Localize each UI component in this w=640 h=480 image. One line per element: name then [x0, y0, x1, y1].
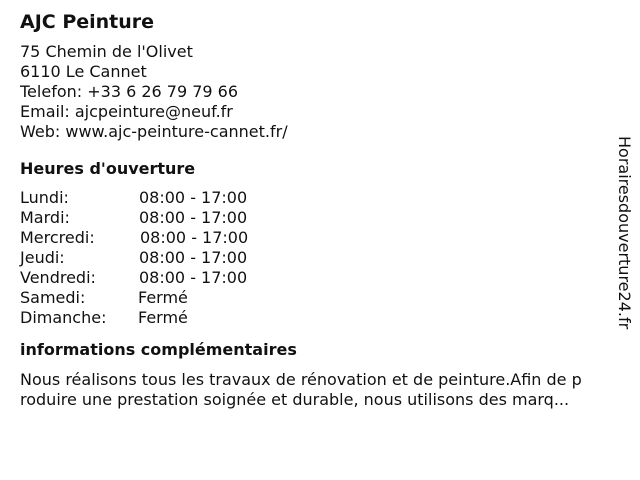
phone-line: Telefon: +33 6 26 79 79 66 — [20, 82, 239, 101]
day-label: Samedi: — [20, 288, 86, 307]
hours-value: Fermé — [138, 288, 188, 307]
hours-row-sunday — [20, 308, 632, 328]
hours-value: 08:00 - 17:00 — [139, 188, 248, 207]
hours-row-monday — [20, 188, 632, 208]
day-label: Mercredi: — [20, 228, 95, 247]
day-label: Jeudi: — [20, 248, 65, 267]
day-label: Dimanche: — [20, 308, 107, 327]
hours-row-friday — [20, 268, 632, 288]
day-label: Vendredi: — [20, 268, 96, 287]
hours-row-saturday — [20, 288, 632, 308]
opening-hours-title: Heures d'ouverture — [20, 159, 196, 178]
additional-info-title: informations complémentaires — [20, 340, 297, 359]
day-label: Lundi: — [20, 188, 69, 207]
day-label: Mardi: — [20, 208, 70, 227]
hours-value: 08:00 - 17:00 — [139, 208, 248, 227]
web-line: Web: www.ajc-peinture-cannet.fr/ — [20, 122, 288, 141]
site-watermark: Horairesdouverture24.fr — [615, 136, 634, 330]
opening-hours-list — [20, 188, 632, 328]
hours-value: 08:00 - 17:00 — [140, 228, 249, 247]
hours-row-wednesday — [20, 228, 632, 248]
business-card — [20, 10, 632, 410]
address-line-1: 75 Chemin de l'Olivet — [20, 42, 193, 61]
address-line-2: 6110 Le Cannet — [20, 62, 147, 81]
additional-info-line-1: Nous réalisons tous les travaux de rénovation et de peinture.Afin de p — [20, 370, 582, 389]
hours-row-thursday — [20, 248, 632, 268]
business-name: AJC Peinture — [20, 11, 155, 33]
hours-value: 08:00 - 17:00 — [139, 268, 248, 287]
hours-value: 08:00 - 17:00 — [139, 248, 248, 267]
email-line: Email: ajcpeinture@neuf.fr — [20, 102, 233, 121]
hours-value: Fermé — [138, 308, 188, 327]
additional-info-line-2: roduire une prestation soignée et durable, nous utilisons des marq... — [20, 390, 570, 409]
hours-row-tuesday — [20, 208, 632, 228]
